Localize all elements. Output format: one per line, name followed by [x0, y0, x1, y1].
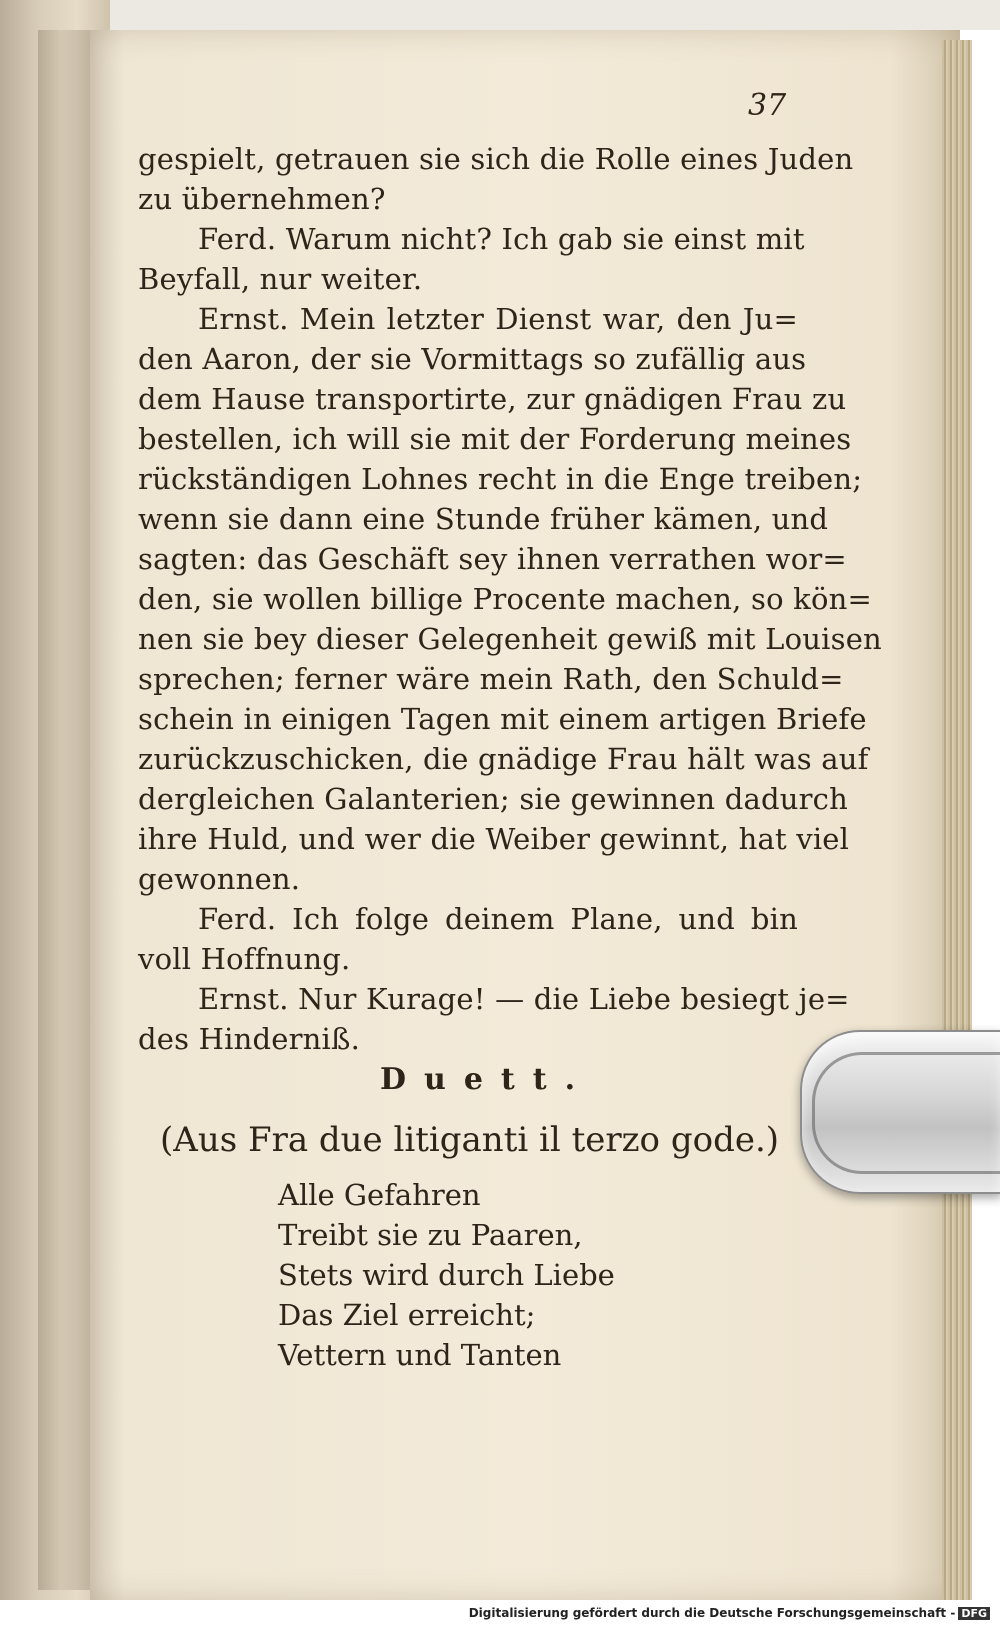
text-line: den Aaron, der sie Vormittags so zufällig aus: [138, 342, 807, 376]
text-line: sagten: das Geschäft sey ihnen verrathen wor=: [138, 542, 847, 576]
text-line: schein in einigen Tagen mit einem artigen Briefe: [138, 702, 867, 736]
text-line: nen sie bey dieser Gelegenheit gewiß mit Louisen: [138, 622, 882, 656]
text-line: voll Hoffnung.: [138, 942, 351, 976]
text-line: ihre Huld, und wer die Weiber gewinnt, hat viel: [138, 822, 850, 856]
text-line: sprechen; ferner wäre mein Rath, den Schuld=: [138, 662, 844, 696]
text-line: des Hinderniß.: [138, 1022, 360, 1056]
text-line: dem Hause transportirte, zur gnädigen Frau zu: [138, 382, 847, 416]
digitization-credit: [469, 1606, 990, 1620]
text-line: Ernst. Mein letzter Dienst war, den Ju=: [198, 302, 798, 336]
dfg-logo: DFG: [958, 1607, 990, 1620]
text-line: zurückzuschicken, die gnädige Frau hält was auf: [138, 742, 869, 776]
verse-line: Treibt sie zu Paaren,: [278, 1218, 583, 1252]
verse-line: Das Ziel erreicht;: [278, 1298, 536, 1332]
text-line: wenn sie dann eine Stunde früher kämen, und: [138, 502, 829, 536]
text-line: Beyfall, nur weiter.: [138, 262, 423, 296]
verse-line: Vettern und Tanten: [278, 1338, 562, 1372]
credit-text: Digitalisierung gefördert durch die Deutsche Forschungsgemeinschaft -: [468, 1606, 956, 1620]
text-line: gewonnen.: [138, 862, 301, 896]
verse-line: Alle Gefahren: [278, 1178, 481, 1212]
verse-line: Stets wird durch Liebe: [278, 1258, 615, 1292]
text-line: Ferd. Ich folge deinem Plane, und bin: [198, 902, 798, 936]
duet-subheading: (Aus Fra due litiganti il terzo gode.): [160, 1120, 780, 1160]
text-line: Ferd. Warum nicht? Ich gab sie einst mit: [198, 222, 805, 256]
page-clip-rim: [812, 1052, 1000, 1174]
duet-heading: Duett.: [380, 1062, 594, 1097]
text-line: rückständigen Lohnes recht in die Enge treiben;: [138, 462, 863, 496]
scan-top-margin: [0, 0, 1000, 30]
text-line: Ernst. Nur Kurage! — die Liebe besiegt je=: [198, 982, 850, 1016]
page-number: 37: [748, 88, 787, 123]
text-line: bestellen, ich will sie mit der Forderung meines: [138, 422, 852, 456]
book-spine-shadow: [38, 30, 96, 1590]
text-line: zu übernehmen?: [138, 182, 386, 216]
text-line: den, sie wollen billige Procente machen, so kön=: [138, 582, 872, 616]
text-line: gespielt, getrauen sie sich die Rolle eines Juden: [138, 142, 854, 176]
page-fore-edge: [942, 40, 972, 1600]
text-line: dergleichen Galanterien; sie gewinnen dadurch: [138, 782, 848, 816]
